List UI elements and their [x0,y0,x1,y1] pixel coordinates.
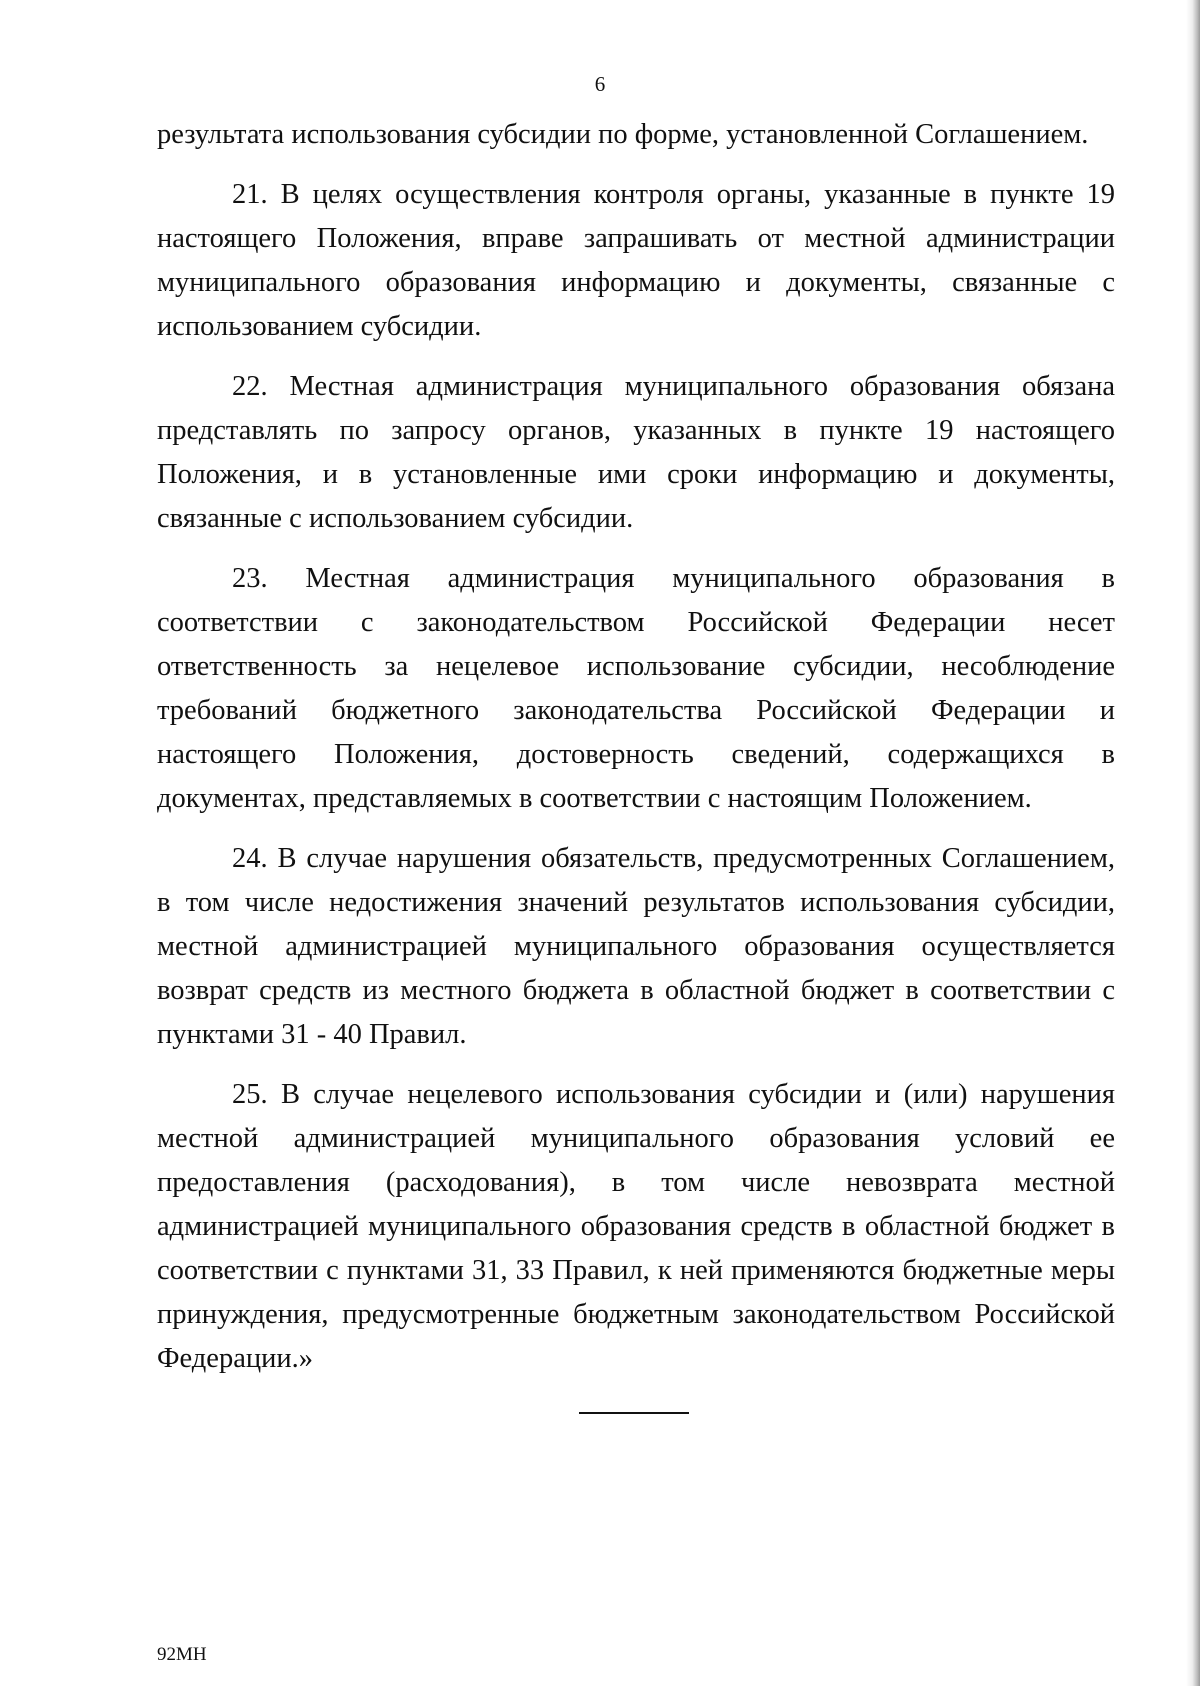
document-body [157,113,1115,1397]
paragraph-item-21: 21. В целях осуществления контроля органы, указанные в пункте 19 настоящего Положения, вправе запрашивать от местной администрации муниципального образования информацию и документы, связанные с использованием субсидии. [157,179,1115,342]
end-separator-line [579,1412,689,1414]
paragraph-item-25: 25. В случае нецелевого использования субсидии и (или) нарушения местной администрацией муниципального образования условий ее предоставления (расходования), в том числе невозврата местной администрацией муниципального образования средств в областной бюджет в соответствии с пунктами 31, 33 Правил, к ней применяются бюджетные меры принуждения, предусмотренные бюджетным законодательством Российской Федерации.» [157,1079,1115,1374]
scan-page-edge [1186,0,1200,1686]
paragraph-continuation: результата использования субсидии по форме, установленной Соглашением. [157,119,1089,150]
paragraph-item-23: 23. Местная администрация муниципального образования в соответствии с законодательством Российской Федерации несет ответственность за нецелевое использование субсидии, несоблюдение требований бюджетного законодательства Российской Федерации и настоящего Положения, достоверность сведений, содержащихся в документах, представляемых в соответствии с настоящим Положением. [157,563,1115,814]
page-number: 6 [594,72,606,96]
paragraph-item-22: 22. Местная администрация муниципального образования обязана представлять по запросу органов, указанных в пункте 19 настоящего Положения, и в установленные ими сроки информацию и документы, связанные с использованием субсидии. [157,371,1115,534]
footer-document-code: 92МН [157,1644,207,1665]
paragraph-item-24: 24. В случае нарушения обязательств, предусмотренных Соглашением, в том числе недостижения значений результатов использования субсидии, местной администрацией муниципального образования осуществляется возврат средств из местного бюджета в областной бюджет в соответствии с пунктами 31 - 40 Правил. [157,843,1115,1050]
